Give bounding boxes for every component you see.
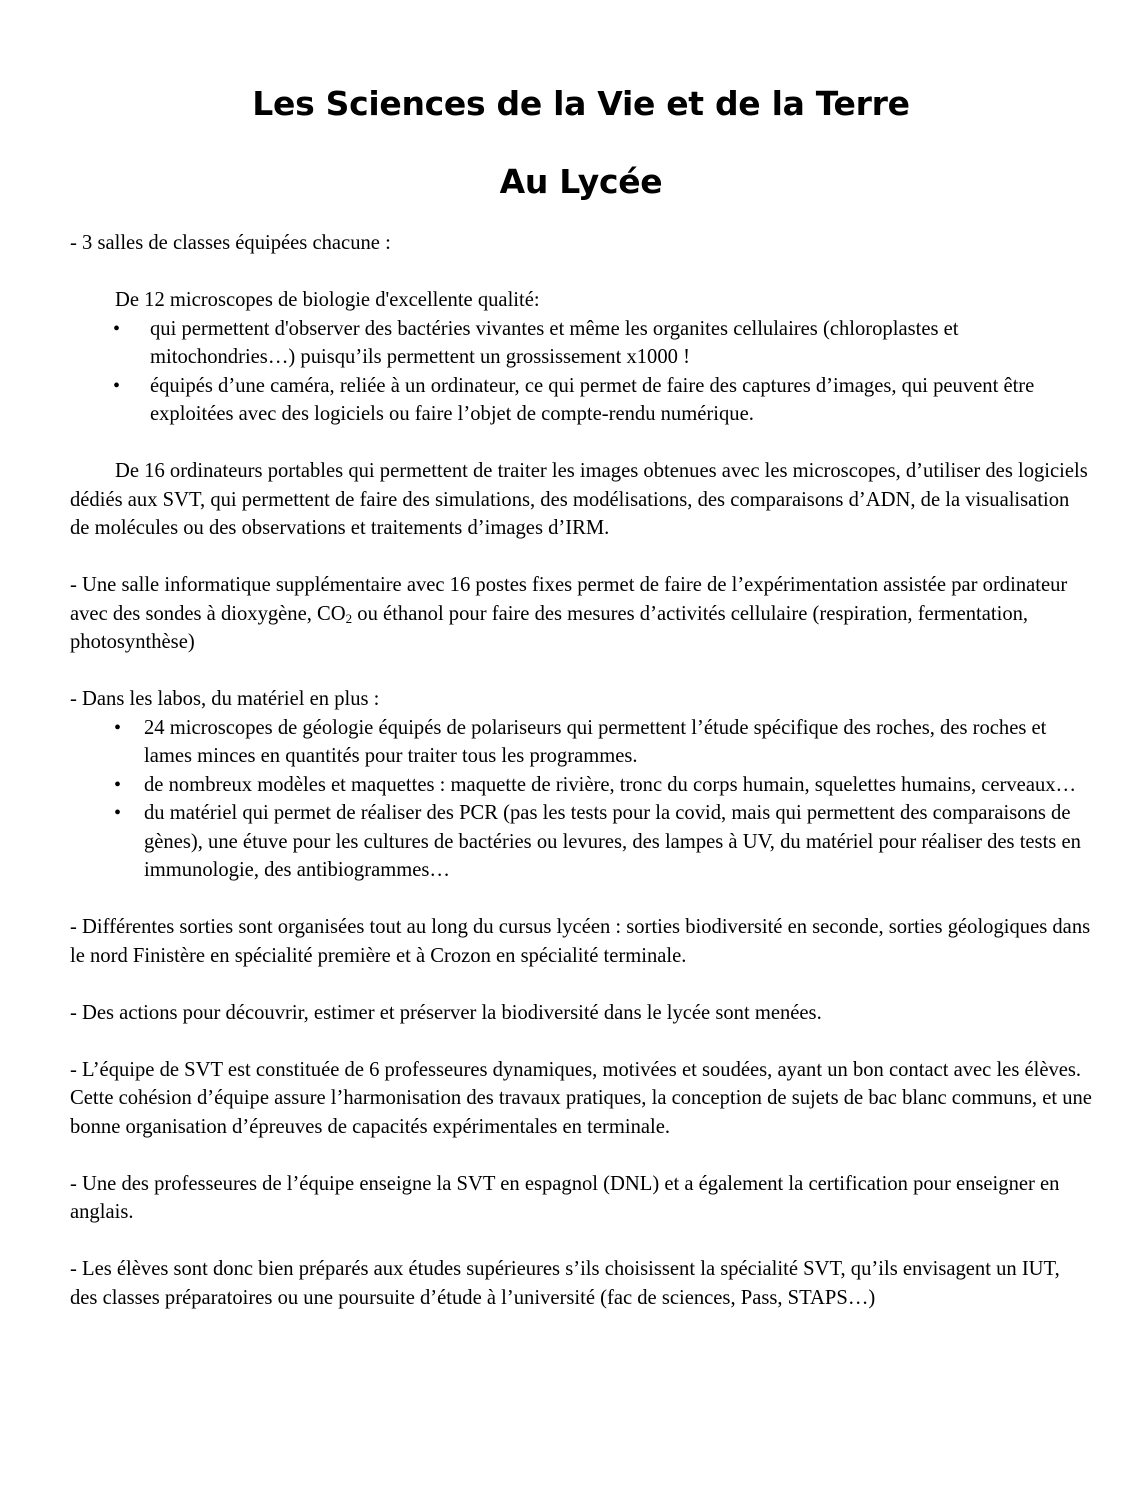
- microscopes-list: [70, 315, 1092, 429]
- outings-paragraph: - Différentes sorties sont organisées tout au long du cursus lycéen : sorties biodiversité en seconde, sorties géologiques dans le nord Finistère en spécialité première et à Crozon en spécialité terminale.: [70, 916, 1091, 967]
- list-item: • 24 microscopes de géologie équipés de polariseurs qui permettent l’étude spécifique des roches, des roches et lames minces en quantités pour traiter tous les programmes.: [70, 714, 1092, 771]
- computer-room-text-2: ou éthanol pour faire des mesures d’activités cellulaire (respiration, fermentation, photosynthèse): [70, 602, 1029, 653]
- biodiversity-paragraph: - Des actions pour découvrir, estimer et préserver la biodiversité dans le lycée sont menées.: [70, 1001, 822, 1024]
- classrooms-intro: - 3 salles de classes équipées chacune :: [70, 232, 391, 254]
- conclusion-paragraph: - Les élèves sont donc bien préparés aux études supérieures s’ils choisissent la spécialité SVT, qu’ils envisagent un IUT, des classes préparatoires ou une poursuite d’étude à l’université (fac de sciences, Pass, STAPS…): [70, 1258, 1060, 1309]
- laptops-paragraph: De 16 ordinateurs portables qui permettent de traiter les images obtenues avec les microscopes, d’utiliser des logiciels dédiés aux SVT, qui permettent de faire des simulations, des modélisations, des comparaisons d’ADN, de la visualisation de molécules ou des observations et traitements d’images d’IRM.: [70, 460, 1088, 539]
- labs-list: [70, 714, 1092, 885]
- list-item: • de nombreux modèles et maquettes : maquette de rivière, tronc du corps humain, squelettes humains, cerveaux…: [70, 771, 1092, 800]
- dnl-paragraph: - Une des professeures de l’équipe enseigne la SVT en espagnol (DNL) et a également la certification pour enseigner en anglais.: [70, 1172, 1060, 1223]
- list-item: • qui permettent d'observer des bactéries vivantes et même les organites cellulaires (chloroplastes et mitochondries…) puisqu’ils permettent un grossissement x1000 !: [70, 315, 1092, 372]
- list-item: • du matériel qui permet de réaliser des PCR (pas les tests pour la covid, mais qui permettent des comparaisons de gènes), une étuve pour les cultures de bactéries ou levures, des lampes à UV, du matériel pour réaliser des tests en immunologie, des antibiogrammes…: [70, 799, 1092, 885]
- computer-room-text-1: - Une salle informatique supplémentaire avec 16 postes fixes permet de faire de l’expérimentation assistée par ordinateur avec des sondes à dioxygène,: [70, 574, 1068, 625]
- document-subtitle: Au Lycée: [499, 162, 663, 201]
- document-body: [70, 229, 1092, 1312]
- co2-formula: $CO_2$: [317, 602, 353, 626]
- microscopes-heading: De 12 microscopes de biologie d'excellente qualité:: [115, 289, 540, 311]
- computer-room-paragraph: [70, 571, 1092, 657]
- team-paragraph: - L’équipe de SVT est constituée de 6 professeures dynamiques, motivées et soudées, ayant un bon contact avec les élèves. Cette cohésion d’équipe assure l’harmonisation des travaux pratiques, la conception de sujets de bac blanc communs, et une bonne organisation d’épreuves de capacités expérimentales en terminale.: [70, 1058, 1092, 1138]
- list-item: • équipés d’une caméra, reliée à un ordinateur, ce qui permet de faire des captures d’images, qui peuvent être exploitées avec des logiciels ou faire l’objet de compte-rendu numérique.: [70, 372, 1092, 429]
- document-title: Les Sciences de la Vie et de la Terre: [252, 84, 910, 123]
- labs-intro: - Dans les labos, du matériel en plus :: [70, 688, 380, 710]
